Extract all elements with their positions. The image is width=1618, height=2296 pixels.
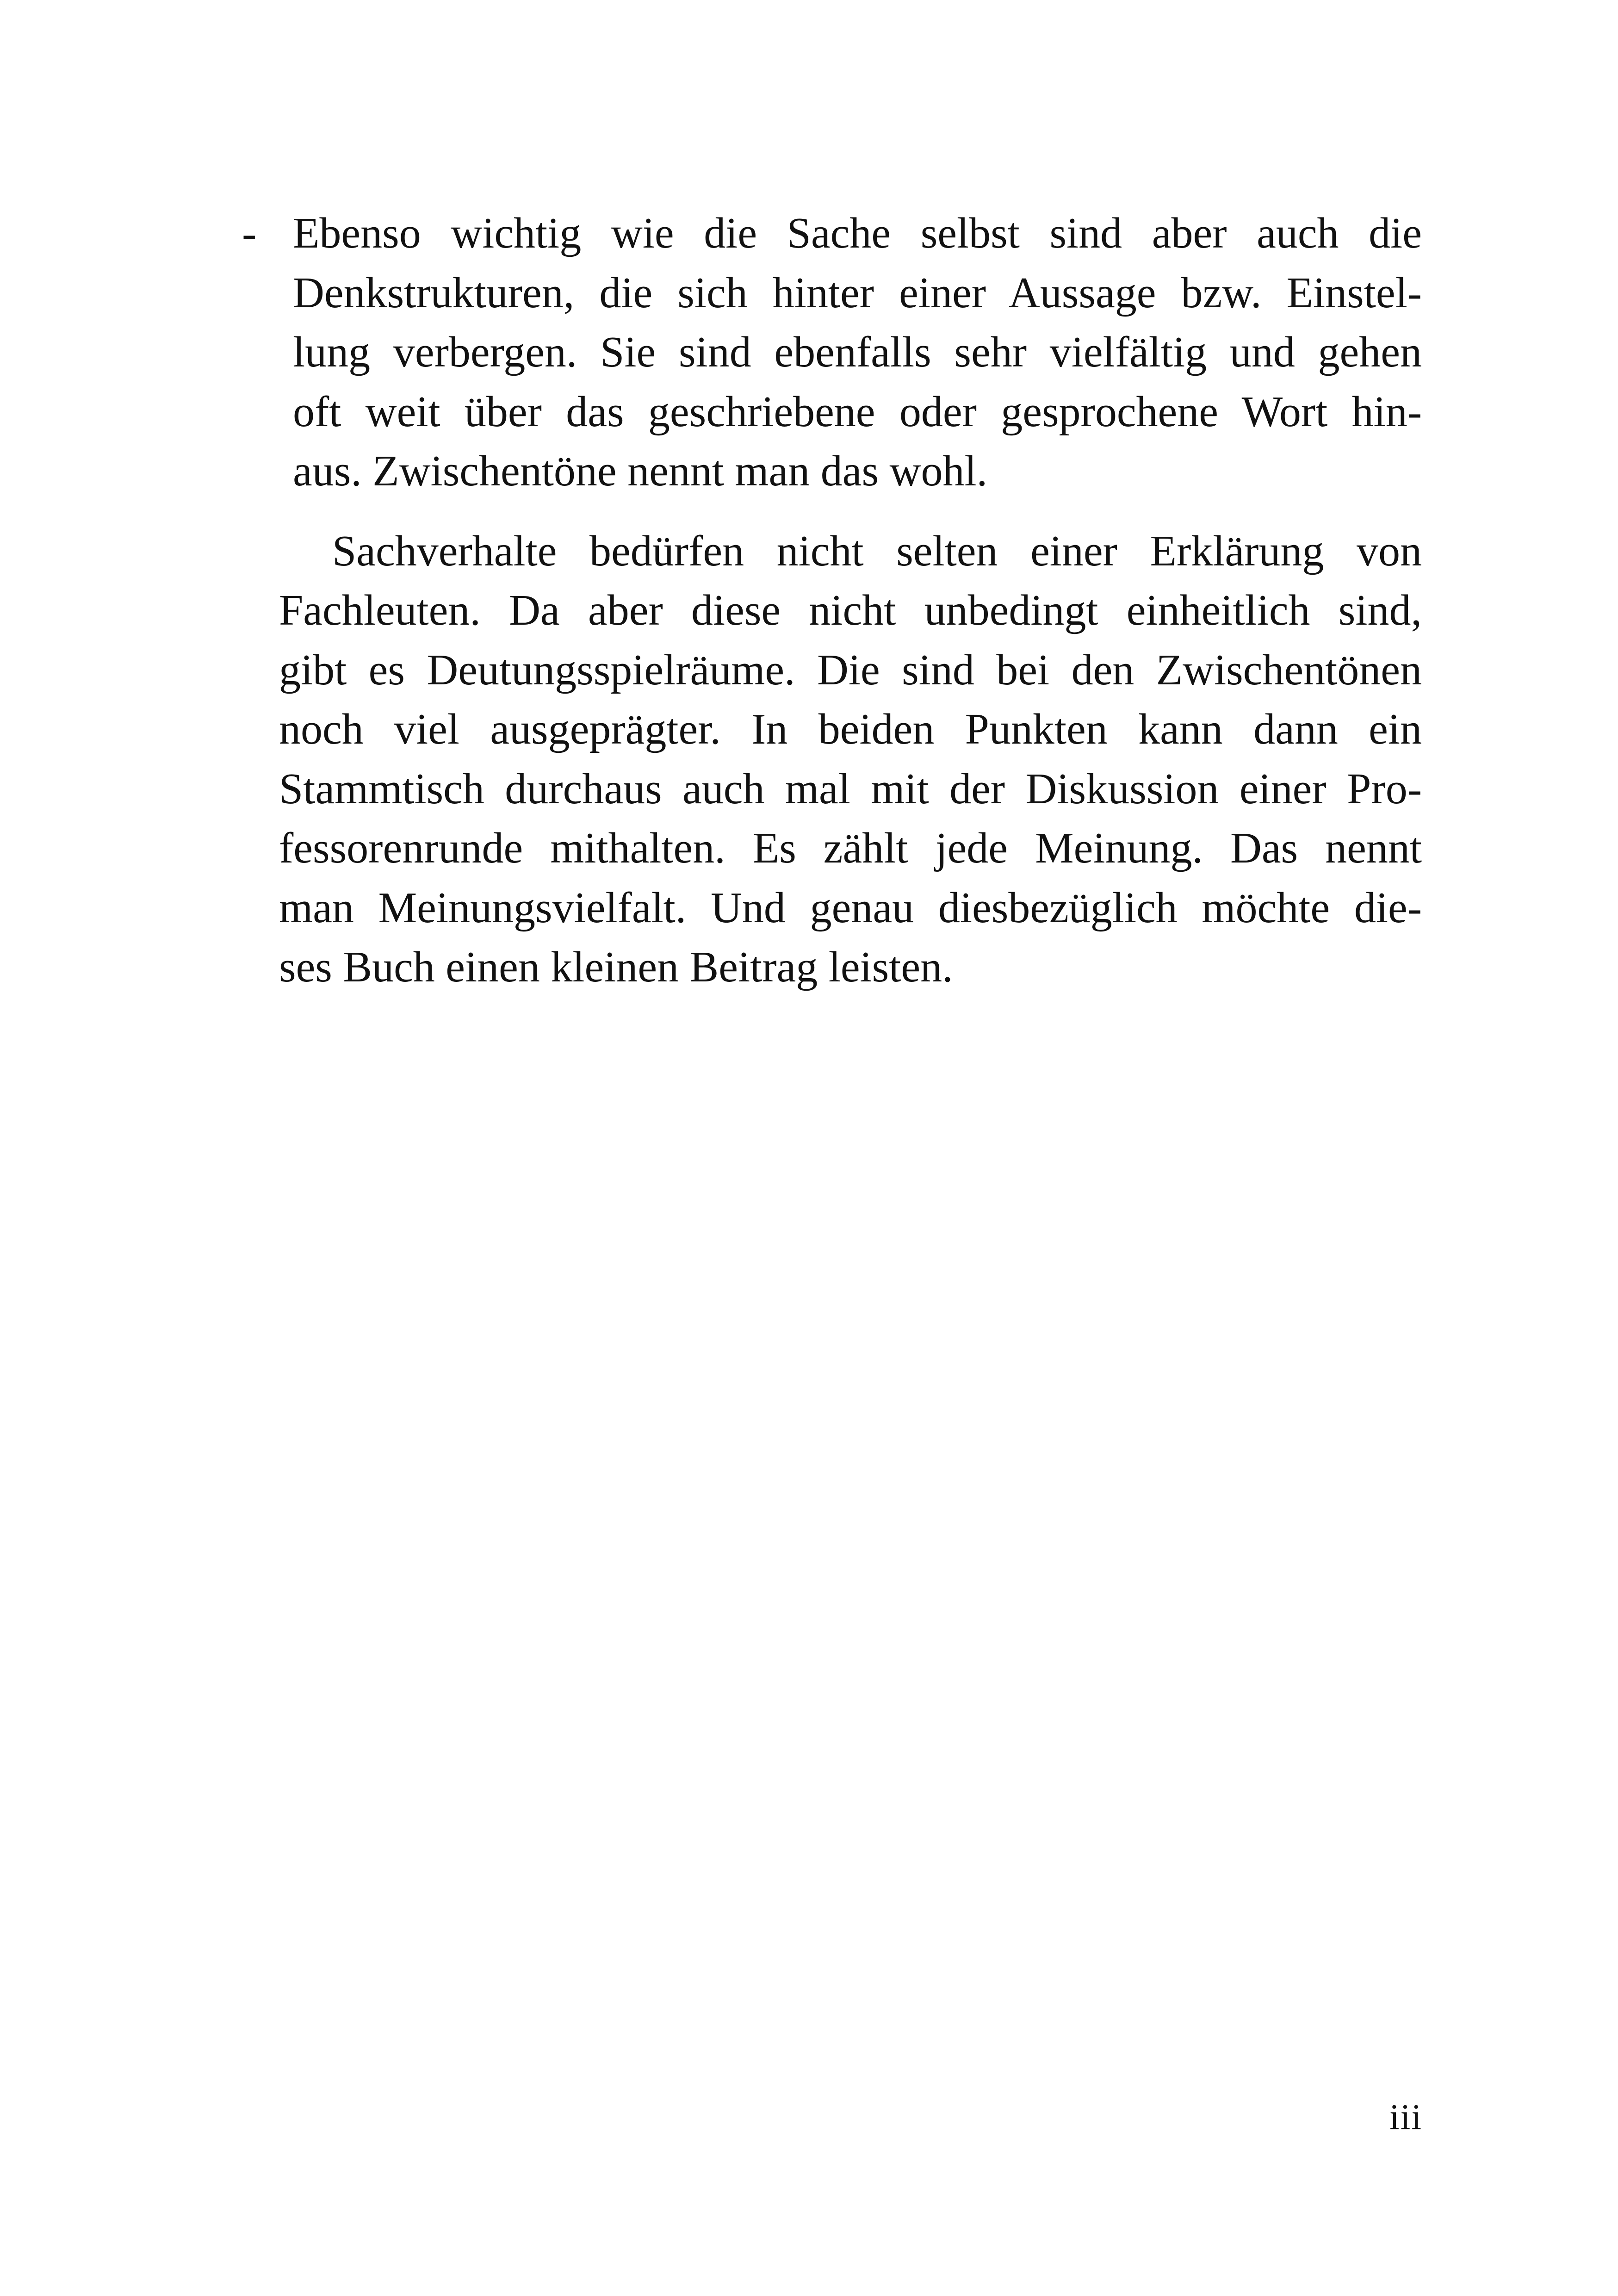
paragraph-line: man Meinungsvielfalt. Und genau diesbezüglich möchte die- — [279, 883, 1422, 932]
bullet-line: Ebenso wichtig wie die Sache selbst sind aber auch die — [293, 209, 1422, 257]
paragraph-line: Fachleuten. Da aber diese nicht unbedingt einheitlich sind, — [279, 586, 1422, 634]
paragraph-line: gibt es Deutungsspielräume. Die sind bei den Zwischentönen — [279, 645, 1422, 694]
page-number: iii — [1389, 2097, 1422, 2137]
bullet-line: aus. Zwischentöne nennt man das wohl. — [293, 447, 988, 495]
paragraph-line: fessorenrunde mithalten. Es zählt jede Meinung. Das nennt — [279, 824, 1422, 872]
paragraph-line: ses Buch einen kleinen Beitrag leisten. — [279, 943, 953, 991]
bullet-item — [242, 204, 1422, 501]
paragraph — [279, 521, 1422, 997]
paragraph-line: Sachverhalte bedürfen nicht selten einer Erklärung von — [332, 527, 1422, 575]
bullet-line: oft weit über das geschriebene oder gesprochene Wort hin- — [293, 387, 1422, 436]
bullet-line: lung verbergen. Sie sind ebenfalls sehr vielfältig und gehen — [293, 328, 1422, 376]
bullet-line: Denkstrukturen, die sich hinter einer Aussage bzw. Einstel- — [293, 268, 1422, 317]
bullet-marker: - — [242, 209, 257, 257]
bullet-text — [293, 204, 1422, 501]
body-text — [242, 204, 1422, 997]
paragraph-line: noch viel ausgeprägter. In beiden Punkten kann dann ein — [279, 705, 1422, 753]
paragraph-line: Stammtisch durchaus auch mal mit der Diskussion einer Pro- — [279, 764, 1422, 813]
